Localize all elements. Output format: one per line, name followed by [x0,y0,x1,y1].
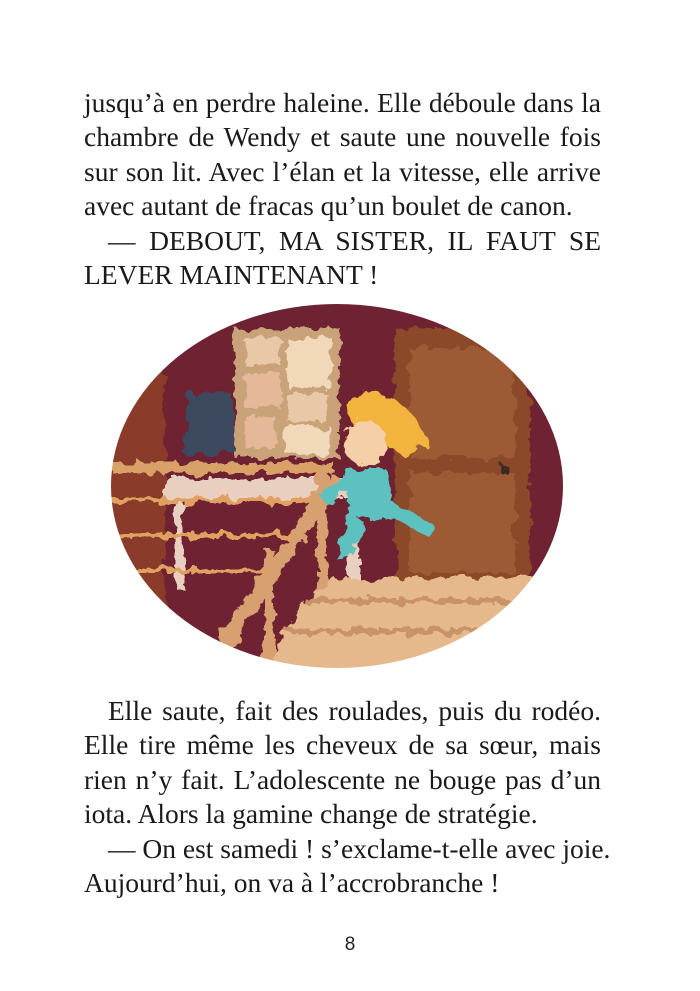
text-line: Aujourd’hui, on va à l’accrobranche ! [84,866,500,898]
page-number: 8 [344,934,356,955]
dialogue-line: — DEBOUT, MA SISTER, IL FAUT SE [108,224,601,256]
door-knob [500,465,510,475]
text-line: Elle saute, fait des roulades, puis du rodéo. [108,695,601,726]
text-line: LEVER MAINTENANT ! [84,258,379,290]
text-line: rien n’y fait. L’adolescente ne bouge pas d’un [84,763,601,795]
lamp [183,393,237,453]
bottom-paragraphs [84,694,611,900]
dialogue-line: — On est samedi ! s’exclame-t-elle avec joie. [108,832,611,864]
top-paragraphs [84,86,601,292]
text-line: avec autant de fracas qu’un boulet de canon. [84,190,573,222]
text-line: Elle tire même les cheveux de sa sœur, mais [84,729,601,761]
text-line: iota. Alors la gamine change de stratégie. [84,798,538,830]
text-line: chambre de Wendy et saute une nouvelle fois [84,121,601,153]
illustration-girl-running-upstairs [105,298,570,674]
text-line: jusqu’à en perdre haleine. Elle déboule dans la [84,87,601,118]
text-line: sur son lit. Avec l’élan et la vitesse, elle arrive [84,155,601,187]
